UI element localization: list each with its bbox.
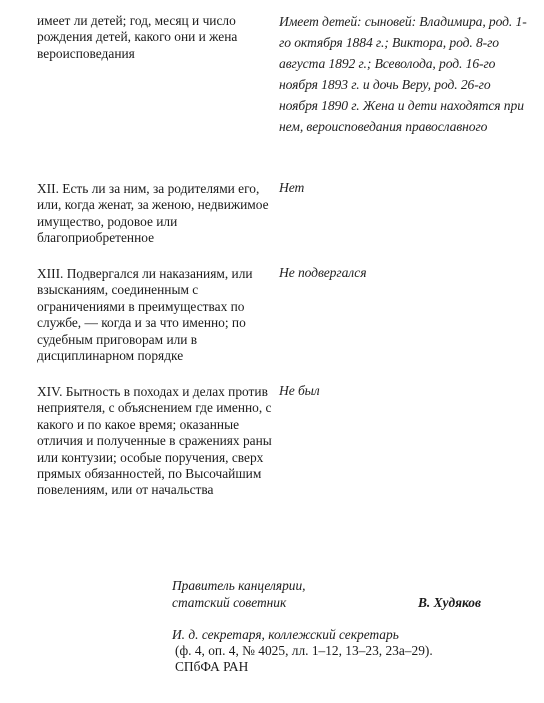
answer-xiv-campaigns: Не был (279, 383, 320, 398)
answer-children: Имеет детей: сыновей: Владимира, род. 1-го октября 1884 г.; Виктора, род. 8-го августа 1892 г.; Всеволода, род. 16-го ноября 1893 г. и дочь Веру, род. 26-го ноября 1890 г. Жена и дети находятся при нем, вероисповедания православного (279, 14, 527, 134)
answer-xiii-punishments: Не подвергался (279, 265, 367, 280)
signature-title-line2: статский советник (172, 595, 287, 610)
question-children: имеет ли детей; год, месяц и число рождения детей, какого они и жена вероисповедания (37, 13, 238, 61)
question-xii-property: XII. Есть ли за ним, за родителями его, или, когда женат, за женою, недвижимое имущество, родовое или благоприобретенное (37, 181, 269, 246)
answer-xii-property: Нет (279, 180, 305, 195)
signature-name: В. Худяков (418, 595, 481, 610)
question-xiii-punishments: XIII. Подвергался ли наказаниям, или взысканиям, соединенным с ограничениями в преимуществах по службе, — когда и за что именно; по судебным приговорам или в дисциплинарном порядке (37, 266, 253, 364)
archive-name: СПбФА РАН (175, 659, 249, 674)
signature-title-line1: Правитель канцелярии, (172, 578, 306, 593)
archive-reference: (ф. 4, оп. 4, № 4025, лл. 1–12, 13–23, 23а–29). (175, 643, 433, 658)
question-xiv-campaigns: XIV. Бытность в походах и делах против неприятеля, с объяснением где именно, с какого и по какое время; оказанные отличия и полученные в сражениях раны или контузии; особые поручения, сверх прямых обязанностей, по Высочайшим повелениям, или от начальства (37, 384, 272, 498)
secretary-line: И. д. секретаря, коллежский секретарь (172, 627, 399, 642)
